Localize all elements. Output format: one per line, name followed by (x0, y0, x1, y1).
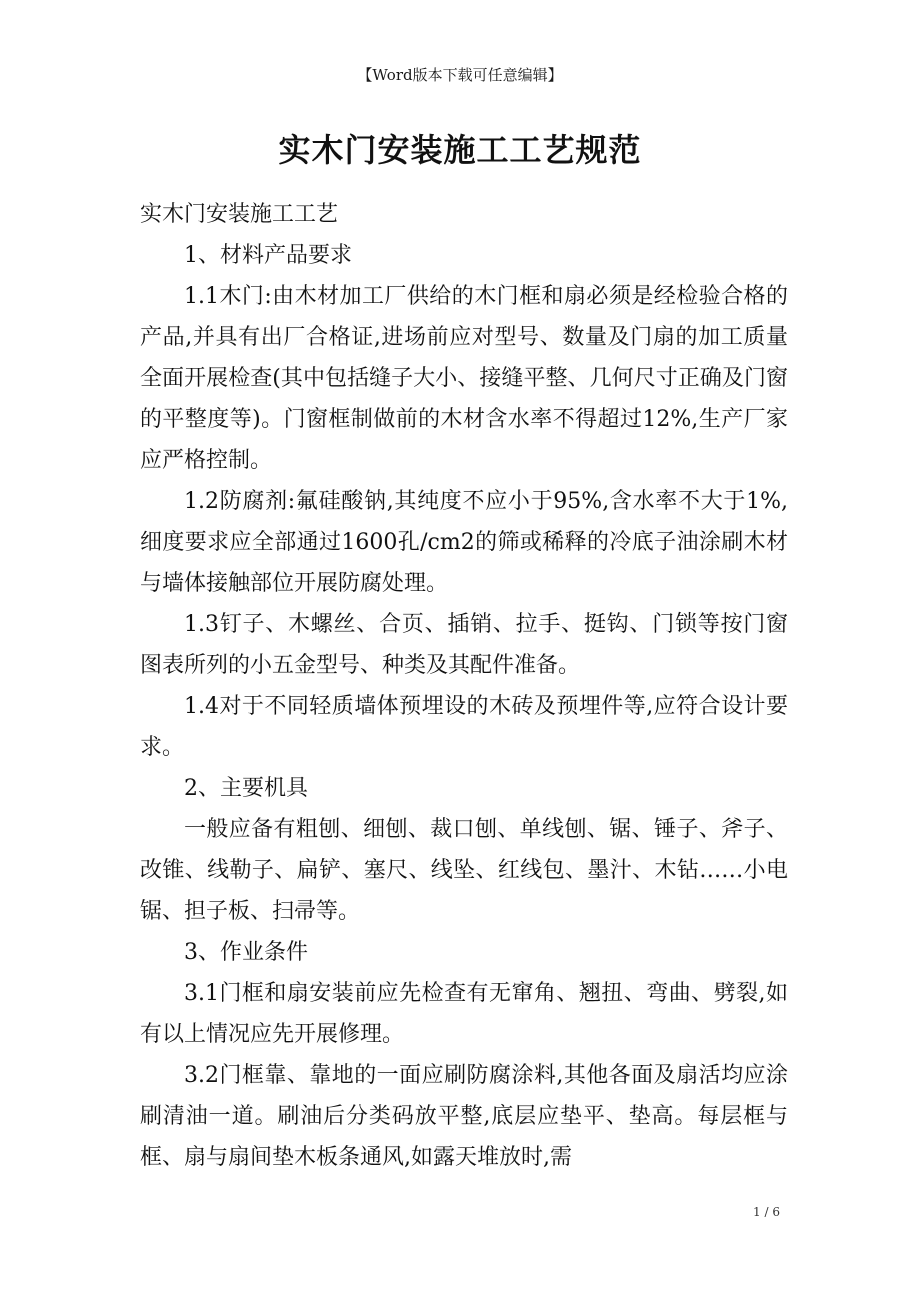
paragraph-frame-inspection: 3.1门框和扇安装前应先检查有无窜角、翘扭、弯曲、劈裂,如有以上情况应先开展修理。 (140, 981, 788, 1047)
page-header: 【Word版本下载可任意编辑】 (357, 66, 563, 84)
section-heading-materials: 1、材料产品要求 (184, 243, 352, 268)
paragraph-wooden-door: 1.1木门:由木材加工厂供给的木门框和扇必须是经检验合格的产品,并具有出厂合格证,进场前应对型号、数量及门扇的加工质量全面开展检查(其中包括缝子大小、接缝平整、几何尺寸正确及门窗的平整度等)。门窗框制做前的木材含水率不得超过12%,生产厂家应严格控制。 (140, 284, 788, 473)
page-number: 1 / 6 (753, 1205, 780, 1219)
paragraph-anticorrosion-coating: 3.2门框靠、靠地的一面应刷防腐涂料,其他各面及扇活均应涂刷清油一道。刷油后分类码放平整,底层应垫平、垫高。每层框与框、扇与扇间垫木板条通风,如露天堆放时,需 (140, 1063, 788, 1170)
paragraph-embedded-parts: 1.4对于不同轻质墙体预埋设的木砖及预埋件等,应符合设计要求。 (140, 694, 788, 760)
paragraph-tools-list: 一般应备有粗刨、细刨、裁口刨、单线刨、锯、锤子、斧子、改锥、线勒子、扁铲、塞尺、线坠、红线包、墨汁、木钻……小电锯、担子板、扫帚等。 (140, 817, 788, 924)
document-title: 实木门安装施工工艺规范 (278, 131, 642, 169)
paragraph-preservative: 1.2防腐剂:氟硅酸钠,其纯度不应小于95%,含水率不大于1%,细度要求应全部通过1600孔/cm2的筛或稀释的冷底子油涂刷木材与墙体接触部位开展防腐处理。 (140, 489, 788, 596)
paragraph-hardware: 1.3钉子、木螺丝、合页、插销、拉手、挺钩、门锁等按门窗图表所列的小五金型号、种类及其配件准备。 (140, 612, 788, 678)
document-subtitle: 实木门安装施工工艺 (140, 202, 339, 227)
document-body (140, 194, 788, 1178)
section-heading-tools: 2、主要机具 (184, 776, 308, 801)
section-heading-work-conditions: 3、作业条件 (184, 940, 308, 965)
